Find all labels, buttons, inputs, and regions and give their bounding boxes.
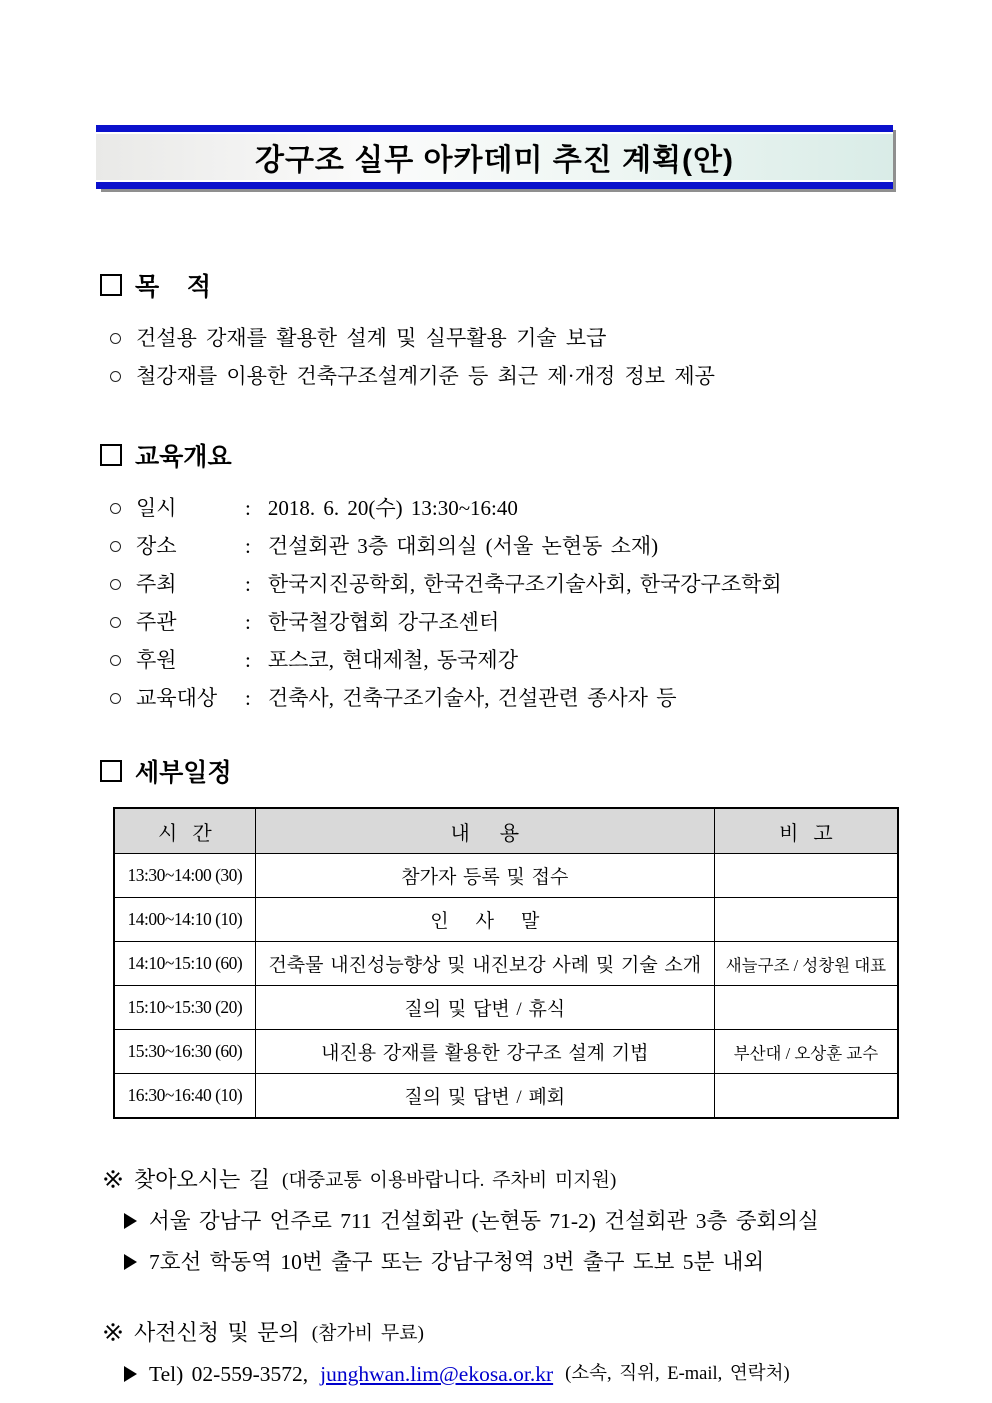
square-bullet-icon <box>100 444 122 466</box>
purpose-list <box>110 319 992 395</box>
circle-bullet-icon <box>110 503 121 514</box>
directions-heading <box>104 1163 992 1194</box>
overview-colon: : <box>245 610 251 634</box>
schedule-header-row <box>114 808 898 854</box>
schedule-remark <box>714 1074 898 1119</box>
overview-value: 건설회관 3층 대회의실 (서울 논현동 소재) <box>267 534 659 558</box>
reference-mark-icon <box>104 1323 122 1341</box>
overview-colon: : <box>245 534 251 558</box>
section-purpose <box>0 267 992 395</box>
directions-item-text: 서울 강남구 언주로 711 건설회관 (논현동 71-2) 건설회관 3층 중회의실 <box>149 1209 819 1233</box>
overview-label: 주최 <box>136 572 177 596</box>
overview-heading-text: 교육개요 <box>135 443 232 471</box>
overview-label: 후원 <box>136 648 177 672</box>
directions-item-text: 7호선 학동역 10번 출구 또는 강남구청역 3번 출구 도보 5분 내외 <box>149 1250 765 1274</box>
schedule-heading <box>100 753 992 789</box>
schedule-time: 16:30~16:40 (10) <box>114 1074 255 1119</box>
schedule-time: 14:10~15:10 (60) <box>114 942 255 986</box>
directions-item-address <box>124 1207 992 1235</box>
overview-label: 일시 <box>136 496 177 520</box>
overview-colon: : <box>245 496 251 520</box>
section-directions <box>104 1163 992 1276</box>
contact-tel: Tel) 02-559-3572, <box>149 1362 309 1386</box>
contact-email-note: (소속, 직위, E-mail, 연락처) <box>565 1364 790 1384</box>
schedule-content: 인 사 말 <box>255 898 714 942</box>
circle-bullet-icon <box>110 333 121 344</box>
overview-label: 장소 <box>136 534 177 558</box>
schedule-col-remark: 비 고 <box>714 808 898 854</box>
circle-bullet-icon <box>110 541 121 552</box>
overview-colon: : <box>245 572 251 596</box>
overview-value: 한국지진공학회, 한국건축구조기술사회, 한국강구조학회 <box>267 572 782 596</box>
title-banner-inner <box>96 132 893 182</box>
circle-bullet-icon <box>110 371 121 382</box>
overview-value: 포스코, 현대제철, 동국제강 <box>267 648 518 672</box>
schedule-col-content: 내 용 <box>255 808 714 854</box>
schedule-heading-text: 세부일정 <box>135 759 232 787</box>
directions-title: 찾아오시는 길 <box>134 1167 271 1192</box>
overview-row-sponsor <box>110 641 992 679</box>
overview-row-organizer <box>110 603 992 641</box>
schedule-remark <box>714 898 898 942</box>
schedule-col-time: 시 간 <box>114 808 255 854</box>
schedule-content: 질의 및 답변 / 폐회 <box>255 1074 714 1119</box>
schedule-remark: 새늘구조 / 성창원 대표 <box>714 942 898 986</box>
purpose-item-text: 철강재를 이용한 건축구조설계기준 등 최근 제·개정 정보 제공 <box>136 364 715 388</box>
schedule-content: 내진용 강재를 활용한 강구조 설계 기법 <box>255 1030 714 1074</box>
schedule-content: 질의 및 답변 / 휴식 <box>255 986 714 1030</box>
section-contact <box>104 1316 992 1388</box>
document-title: 강구조 실무 아카데미 추진 계획(안) <box>254 144 735 177</box>
schedule-content: 참가자 등록 및 접수 <box>255 854 714 898</box>
table-row <box>114 854 898 898</box>
contact-title: 사전신청 및 문의 <box>134 1320 300 1345</box>
circle-bullet-icon <box>110 579 121 590</box>
directions-item-subway <box>124 1248 992 1276</box>
schedule-time: 15:10~15:30 (20) <box>114 986 255 1030</box>
contact-heading <box>104 1316 992 1347</box>
reference-mark-icon <box>104 1170 122 1188</box>
overview-value: 한국철강협회 강구조센터 <box>267 610 500 634</box>
email-link[interactable]: junghwan.lim@ekosa.or.kr <box>320 1362 554 1386</box>
arrow-right-icon <box>124 1213 137 1229</box>
purpose-item <box>110 319 992 357</box>
circle-bullet-icon <box>110 617 121 628</box>
purpose-item <box>110 357 992 395</box>
section-schedule <box>0 753 992 1119</box>
circle-bullet-icon <box>110 693 121 704</box>
square-bullet-icon <box>100 760 122 782</box>
schedule-table <box>113 807 899 1119</box>
table-row <box>114 1030 898 1074</box>
schedule-content: 건축물 내진성능향상 및 내진보강 사례 및 기술 소개 <box>255 942 714 986</box>
overview-list <box>110 489 992 717</box>
schedule-time: 14:00~14:10 (10) <box>114 898 255 942</box>
overview-row-audience <box>110 679 992 717</box>
arrow-right-icon <box>124 1254 137 1270</box>
square-bullet-icon <box>100 274 122 296</box>
overview-value: 2018. 6. 20(수) 13:30~16:40 <box>267 496 518 520</box>
directions-note: (대중교통 이용바랍니다. 주차비 미지원) <box>282 1170 617 1191</box>
section-overview <box>0 437 992 717</box>
overview-row-datetime <box>110 489 992 527</box>
overview-row-place <box>110 527 992 565</box>
schedule-remark <box>714 986 898 1030</box>
purpose-heading-text: 목 적 <box>135 273 212 301</box>
schedule-time: 15:30~16:30 (60) <box>114 1030 255 1074</box>
overview-colon: : <box>245 686 251 710</box>
table-row <box>114 898 898 942</box>
overview-colon: : <box>245 648 251 672</box>
schedule-remark <box>714 854 898 898</box>
schedule-remark: 부산대 / 오상훈 교수 <box>714 1030 898 1074</box>
table-row <box>114 986 898 1030</box>
contact-tel-line <box>124 1360 992 1388</box>
table-row <box>114 942 898 986</box>
overview-label: 주관 <box>136 610 177 634</box>
overview-row-host <box>110 565 992 603</box>
overview-value: 건축사, 건축구조기술사, 건설관련 종사자 등 <box>267 686 677 710</box>
purpose-item-text: 건설용 강재를 활용한 설계 및 실무활용 기술 보급 <box>136 326 607 350</box>
contact-note: (참가비 무료) <box>311 1323 424 1344</box>
arrow-right-icon <box>124 1366 137 1382</box>
table-row <box>114 1074 898 1119</box>
schedule-time: 13:30~14:00 (30) <box>114 854 255 898</box>
overview-label: 교육대상 <box>136 686 218 710</box>
circle-bullet-icon <box>110 655 121 666</box>
purpose-heading <box>100 267 992 303</box>
title-banner <box>96 125 893 189</box>
overview-heading <box>100 437 992 473</box>
